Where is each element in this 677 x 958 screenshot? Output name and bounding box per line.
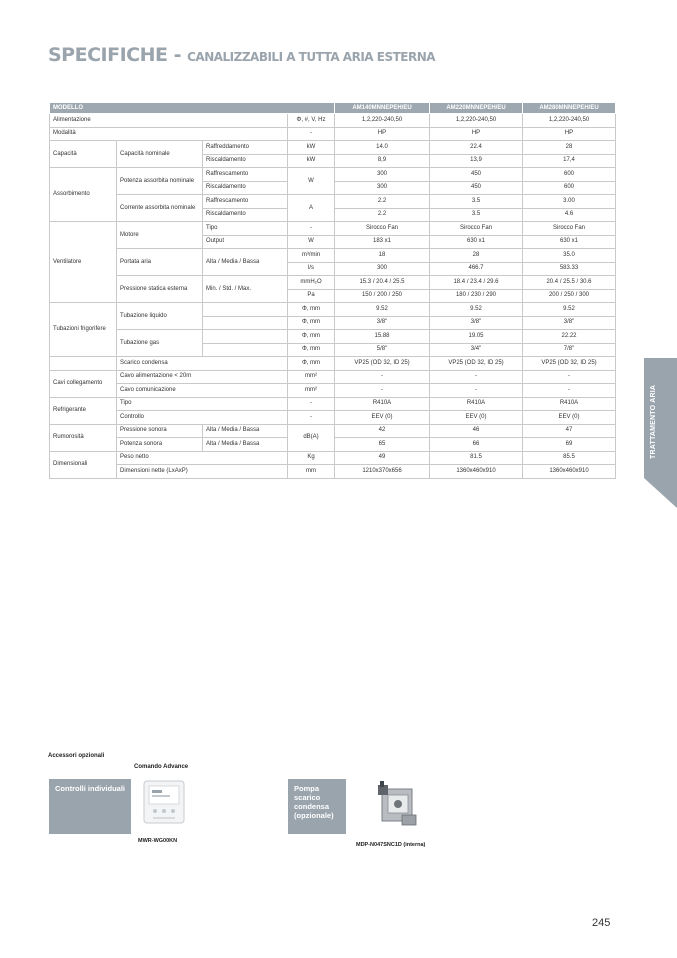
sub-label: Pressione sonora xyxy=(117,424,203,438)
cond-label xyxy=(203,343,288,357)
controller-heading: Comando Advance xyxy=(134,764,189,770)
value-cell: HP xyxy=(430,127,523,141)
accessories-title: Accessori opzionali xyxy=(48,753,105,759)
unit-cell: W xyxy=(288,168,335,195)
cond-label: Alta / Media / Bassa xyxy=(203,438,288,452)
sub-label: Motore xyxy=(117,222,203,249)
group-label: Capacità xyxy=(50,141,117,168)
value-cell: 66 xyxy=(430,438,523,452)
unit-cell: mmH₂O xyxy=(288,276,335,290)
group-label xyxy=(50,357,117,371)
unit-cell: - xyxy=(288,222,335,236)
sub-label: Cavo alimentazione < 20m xyxy=(117,370,288,384)
table-row xyxy=(50,370,616,384)
sub-label: Capacità nominale xyxy=(117,141,203,168)
value-cell: 583.33 xyxy=(523,262,616,276)
value-cell: 42 xyxy=(335,424,430,438)
value-cell: 46 xyxy=(430,424,523,438)
sub-label: Peso netto xyxy=(117,451,288,465)
table-row xyxy=(50,397,616,411)
value-cell: 49 xyxy=(335,451,430,465)
value-cell: 180 / 230 / 290 xyxy=(430,289,523,303)
row-label: Alimentazione xyxy=(50,114,288,128)
value-cell: 1210x370x656 xyxy=(335,465,430,479)
table-header-row xyxy=(50,103,616,114)
header-modello: MODELLO xyxy=(50,103,335,114)
unit-cell: kW xyxy=(288,154,335,168)
unit-cell: Φ, mm xyxy=(288,357,335,371)
value-cell: 200 / 250 / 300 xyxy=(523,289,616,303)
value-cell: 150 / 200 / 250 xyxy=(335,289,430,303)
sub-label: Tubazione liquido xyxy=(117,303,203,330)
specifications-table xyxy=(49,102,616,479)
value-cell: 28 xyxy=(523,141,616,155)
sub-label: Portata aria xyxy=(117,249,203,276)
cond-label: Riscaldamento xyxy=(203,154,288,168)
value-cell: 22.4 xyxy=(430,141,523,155)
value-cell: Sirocco Fan xyxy=(430,222,523,236)
table-row xyxy=(50,195,616,209)
page-title-main: SPECIFICHE - xyxy=(48,44,188,66)
table-row xyxy=(50,276,616,290)
row-label: Modalità xyxy=(50,127,288,141)
value-cell: 3/8" xyxy=(430,316,523,330)
unit-cell: l/s xyxy=(288,262,335,276)
value-cell: 1360x460x910 xyxy=(523,465,616,479)
controller-model-caption: MWR-WG00KN xyxy=(138,838,178,844)
sub-label: Corrente assorbita nominale xyxy=(117,195,203,222)
value-cell: 450 xyxy=(430,168,523,182)
sub-label: Scarico condensa xyxy=(117,357,288,371)
unit-cell: - xyxy=(288,397,335,411)
value-cell: 630 x1 xyxy=(430,235,523,249)
value-cell: 9.52 xyxy=(523,303,616,317)
table-row xyxy=(50,384,616,398)
value-cell: 466.7 xyxy=(430,262,523,276)
value-cell: 13,9 xyxy=(430,154,523,168)
header-model-2: AM220MNNEPEH/EU xyxy=(430,103,523,114)
sub-label: Cavo comunicazione xyxy=(117,384,288,398)
value-cell: - xyxy=(523,384,616,398)
cond-label: Alta / Media / Bassa xyxy=(203,249,288,276)
condensate-pump-image xyxy=(376,779,420,829)
value-cell: - xyxy=(523,370,616,384)
table-row xyxy=(50,168,616,182)
value-cell: 3.5 xyxy=(430,208,523,222)
value-cell: 600 xyxy=(523,168,616,182)
unit-cell: Kg xyxy=(288,451,335,465)
unit-cell: - xyxy=(288,127,335,141)
table-row xyxy=(50,330,616,344)
cond-label: Riscaldamento xyxy=(203,181,288,195)
cond-label: Raffrescamento xyxy=(203,168,288,182)
unit-cell: Pa xyxy=(288,289,335,303)
value-cell: 69 xyxy=(523,438,616,452)
value-cell: - xyxy=(430,370,523,384)
cond-label: Riscaldamento xyxy=(203,208,288,222)
group-label: Dimensionali xyxy=(50,451,117,478)
value-cell: 3/4" xyxy=(430,343,523,357)
group-label: Ventilatore xyxy=(50,222,117,303)
value-cell: EEV (0) xyxy=(430,411,523,425)
table-row xyxy=(50,357,616,371)
sub-label: Tipo xyxy=(117,397,288,411)
group-label: Rumorosità xyxy=(50,424,117,451)
table-row xyxy=(50,141,616,155)
group-label: Assorbimento xyxy=(50,168,117,222)
table-row xyxy=(50,411,616,425)
unit-cell: m³/min xyxy=(288,249,335,263)
value-cell: 47 xyxy=(523,424,616,438)
unit-cell: Φ, #, V, Hz xyxy=(288,114,335,128)
unit-cell: - xyxy=(288,411,335,425)
group-label: Cavi collegamento xyxy=(50,370,117,397)
cond-label: Tipo xyxy=(203,222,288,236)
value-cell: 300 xyxy=(335,181,430,195)
unit-cell: dB(A) xyxy=(288,424,335,451)
cond-label: Output xyxy=(203,235,288,249)
value-cell: 450 xyxy=(430,181,523,195)
value-cell: 20.4 / 25.5 / 30.6 xyxy=(523,276,616,290)
value-cell: R410A xyxy=(430,397,523,411)
cond-label: Raffrescamento xyxy=(203,195,288,209)
page-number: 245 xyxy=(592,917,611,929)
value-cell: R410A xyxy=(335,397,430,411)
cond-label: Alta / Media / Bassa xyxy=(203,424,288,438)
sub-label: Potenza assorbita nominale xyxy=(117,168,203,195)
value-cell: 1360x460x910 xyxy=(430,465,523,479)
value-cell: 7/8" xyxy=(523,343,616,357)
table-row xyxy=(50,424,616,438)
value-cell: R410A xyxy=(523,397,616,411)
value-cell: 3/8" xyxy=(523,316,616,330)
value-cell: 18 xyxy=(335,249,430,263)
cond-label xyxy=(203,316,288,330)
value-cell: 15.3 / 20.4 / 25.5 xyxy=(335,276,430,290)
table-row xyxy=(50,451,616,465)
value-cell: 17,4 xyxy=(523,154,616,168)
cond-label xyxy=(203,330,288,344)
value-cell: 81.5 xyxy=(430,451,523,465)
page-title xyxy=(48,44,435,66)
table-row xyxy=(50,222,616,236)
table-row xyxy=(50,303,616,317)
value-cell: 600 xyxy=(523,181,616,195)
value-cell: VP25 (OD 32, ID 25) xyxy=(523,357,616,371)
pump-model-caption: MDP-N047SNC1D (interna) xyxy=(356,842,426,848)
value-cell: 19.05 xyxy=(430,330,523,344)
value-cell: EEV (0) xyxy=(523,411,616,425)
sub-label: Potenza sonora xyxy=(117,438,203,452)
cond-label: Min. / Std. / Max. xyxy=(203,276,288,303)
unit-cell: Φ, mm xyxy=(288,343,335,357)
value-cell: 65 xyxy=(335,438,430,452)
value-cell: 1,2,220-240,50 xyxy=(430,114,523,128)
table-row xyxy=(50,127,616,141)
value-cell: 4.6 xyxy=(523,208,616,222)
value-cell: 300 xyxy=(335,262,430,276)
value-cell: - xyxy=(335,370,430,384)
value-cell: 85.5 xyxy=(523,451,616,465)
value-cell: 8,9 xyxy=(335,154,430,168)
unit-cell: kW xyxy=(288,141,335,155)
value-cell: 35.0 xyxy=(523,249,616,263)
card-condensate-pump: Pompa scarico condensa (opzionale) xyxy=(288,779,346,834)
sub-label: Tubazione gas xyxy=(117,330,203,357)
card-individual-controls: Controlli individuali xyxy=(49,779,131,834)
header-model-1: AM140MNNEPEH/EU xyxy=(335,103,430,114)
unit-cell: A xyxy=(288,195,335,222)
value-cell: 183 x1 xyxy=(335,235,430,249)
value-cell: 18.4 / 23.4 / 29.6 xyxy=(430,276,523,290)
value-cell: VP25 (OD 32, ID 25) xyxy=(335,357,430,371)
unit-cell: Φ, mm xyxy=(288,316,335,330)
value-cell: 22.22 xyxy=(523,330,616,344)
table-row xyxy=(50,465,616,479)
value-cell: - xyxy=(430,384,523,398)
unit-cell: W xyxy=(288,235,335,249)
value-cell: 1,2,220-240,50 xyxy=(335,114,430,128)
value-cell: 2.2 xyxy=(335,208,430,222)
value-cell: 3.5 xyxy=(430,195,523,209)
group-label: Refrigerante xyxy=(50,397,117,424)
value-cell: Sirocco Fan xyxy=(523,222,616,236)
unit-cell: mm xyxy=(288,465,335,479)
header-model-3: AM280MNNEPEH/EU xyxy=(523,103,616,114)
page-title-sub: CANALIZZABILI A TUTTA ARIA ESTERNA xyxy=(187,50,436,64)
value-cell: Sirocco Fan xyxy=(335,222,430,236)
value-cell: 2.2 xyxy=(335,195,430,209)
unit-cell: Φ, mm xyxy=(288,303,335,317)
value-cell: 300 xyxy=(335,168,430,182)
value-cell: 9.52 xyxy=(430,303,523,317)
value-cell: 630 x1 xyxy=(523,235,616,249)
value-cell: 5/8" xyxy=(335,343,430,357)
value-cell: HP xyxy=(523,127,616,141)
sub-label: Pressione statica esterna xyxy=(117,276,203,303)
section-side-label: TRATTAMENTO ARIA xyxy=(650,384,657,460)
wired-controller-image xyxy=(143,780,185,824)
cond-label: Raffreddamento xyxy=(203,141,288,155)
value-cell: 15.88 xyxy=(335,330,430,344)
sub-label: Controllo xyxy=(117,411,288,425)
table-row xyxy=(50,114,616,128)
value-cell: 1,2,220-240,50 xyxy=(523,114,616,128)
cond-label xyxy=(203,303,288,317)
unit-cell: mm² xyxy=(288,370,335,384)
value-cell: HP xyxy=(335,127,430,141)
value-cell: 3/8" xyxy=(335,316,430,330)
group-label: Tubazioni frigorifere xyxy=(50,303,117,357)
value-cell: 9.52 xyxy=(335,303,430,317)
value-cell: EEV (0) xyxy=(335,411,430,425)
unit-cell: Φ, mm xyxy=(288,330,335,344)
value-cell: VP25 (OD 32, ID 25) xyxy=(430,357,523,371)
unit-cell: mm² xyxy=(288,384,335,398)
value-cell: 3.00 xyxy=(523,195,616,209)
value-cell: 28 xyxy=(430,249,523,263)
table-row xyxy=(50,249,616,263)
value-cell: - xyxy=(335,384,430,398)
sub-label: Dimensioni nette (LxAxP) xyxy=(117,465,288,479)
value-cell: 14.0 xyxy=(335,141,430,155)
